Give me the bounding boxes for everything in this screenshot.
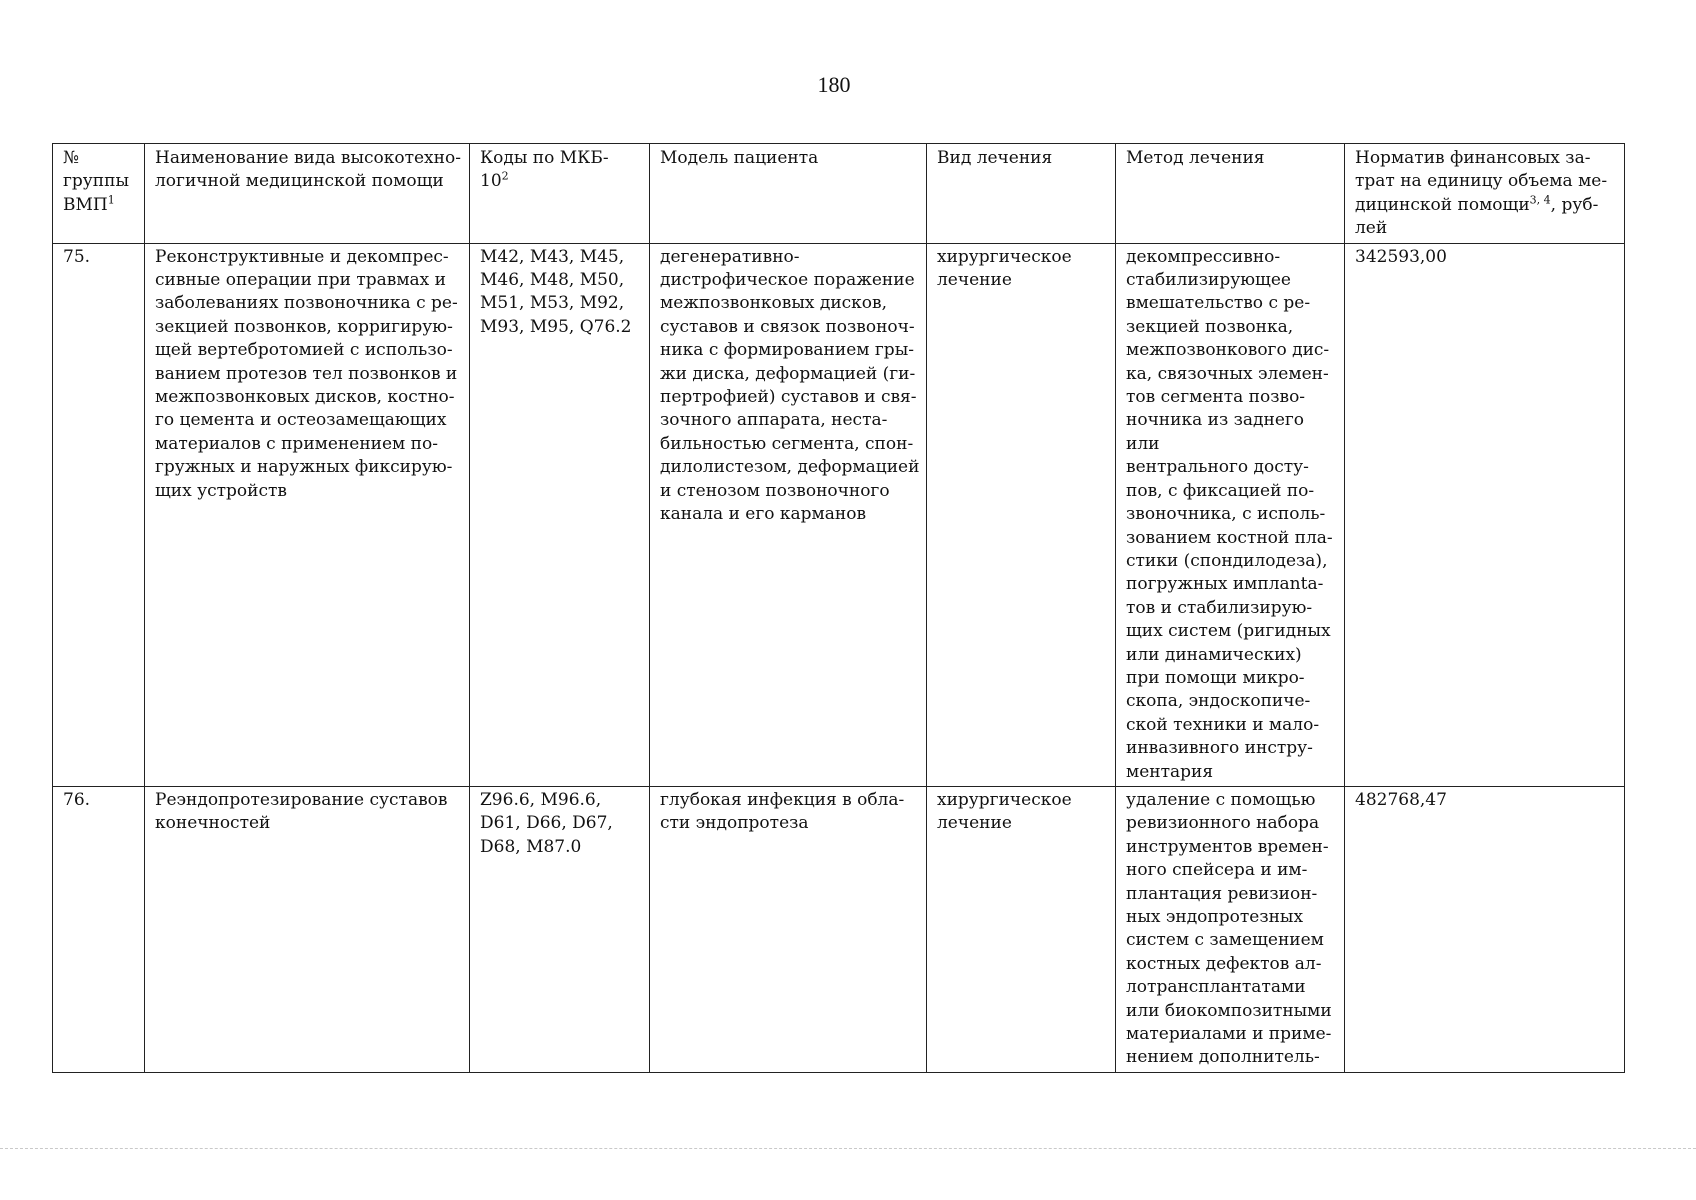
- cell-group-no: 76.: [53, 786, 145, 1072]
- header-patient-model: Модель пациента: [650, 144, 927, 244]
- header-treatment-type: Вид лечения: [927, 144, 1116, 244]
- scan-artifact-line: [0, 1148, 1696, 1149]
- header-icd-codes: Коды по МКБ- 10$^2$: [470, 144, 650, 244]
- page-number: 180: [817, 72, 851, 97]
- cell-treatment-method: декомпрессивно- стабилизирующее вмешательство с ре- зекцией позвонка, межпозвонкового дис- ка, связочных элемен- тов сегмента позво- ночника из заднего или вентрального досту- пов, с фиксацией по- звоночника, с исполь- зованием костной пла- стики (спондилодеза), погружных имплanta- тов и стабилизирую- щих систем (ригидных или динамических) при помощи микро- скопа, эндоскопиче- ской техники и мало- инвазивного инстру- ментария: [1116, 243, 1345, 786]
- cell-icd-codes: M42, M43, M45, M46, M48, M50, M51, M53, M92, M93, M95, Q76.2: [470, 243, 650, 786]
- cell-patient-model: глубокая инфекция в обла- сти эндопротеза: [650, 786, 927, 1072]
- header-cost-standard: Норматив финансовых за- трат на единицу объема ме- дицинской помощи$^{3, 4}$, руб- лей: [1345, 144, 1625, 244]
- footnote-mark-2: 2: [501, 169, 509, 183]
- footnote-mark-1: 1: [107, 193, 115, 207]
- vmp-table: [52, 143, 1625, 1073]
- cell-cost-standard: 342593,00: [1345, 243, 1625, 786]
- cell-icd-codes: Z96.6, M96.6, D61, D66, D67, D68, M87.0: [470, 786, 650, 1072]
- cell-treatment-method: удаление с помощью ревизионного набора инструментов времен- ного спейсера и им- плантация ревизион- ных эндопротезных систем с замещением костных дефектов ал- лотрансплантатами или биокомпозитными материалами и приме- нением дополнитель-: [1116, 786, 1345, 1072]
- table-header-row: [53, 144, 1625, 244]
- cell-vmp-name: Реэндопротезирование суставов конечностей: [145, 786, 470, 1072]
- header-vmp-name: Наименование вида высокотехно- логичной медицинской помощи: [145, 144, 470, 244]
- cell-cost-standard: 482768,47: [1345, 786, 1625, 1072]
- footnote-mark-3-4: 3, 4: [1529, 193, 1551, 207]
- table-row: [53, 786, 1625, 1072]
- cell-vmp-name: Реконструктивные и декомпрес- сивные операции при травмах и заболеваниях позвоночника с ре- зекцией позвонков, корригирую- щей вертебротомией с использо- ванием протезов тел позвонков и межпозвонковых дисков, костно- го цемента и остеозамещающих материалов с применением по- гружных и наружных фиксирую- щих устройств: [145, 243, 470, 786]
- cell-group-no: 75.: [53, 243, 145, 786]
- cell-patient-model: дегенеративно- дистрофическое поражение межпозвонковых дисков, суставов и связок позвоноч- ника с формированием гры- жи диска, деформацией (ги- пертрофией) суставов и свя- зочного аппарата, неста- бильностью сегмента, спон- дилолистезом, деформацией и стенозом позвоночного канала и его карманов: [650, 243, 927, 786]
- cell-treatment-type: хирургическое лечение: [927, 243, 1116, 786]
- cell-treatment-type: хирургическое лечение: [927, 786, 1116, 1072]
- table-row: [53, 243, 1625, 786]
- header-treatment-method: Метод лечения: [1116, 144, 1345, 244]
- header-group-no: № группы ВМП$^1$: [53, 144, 145, 244]
